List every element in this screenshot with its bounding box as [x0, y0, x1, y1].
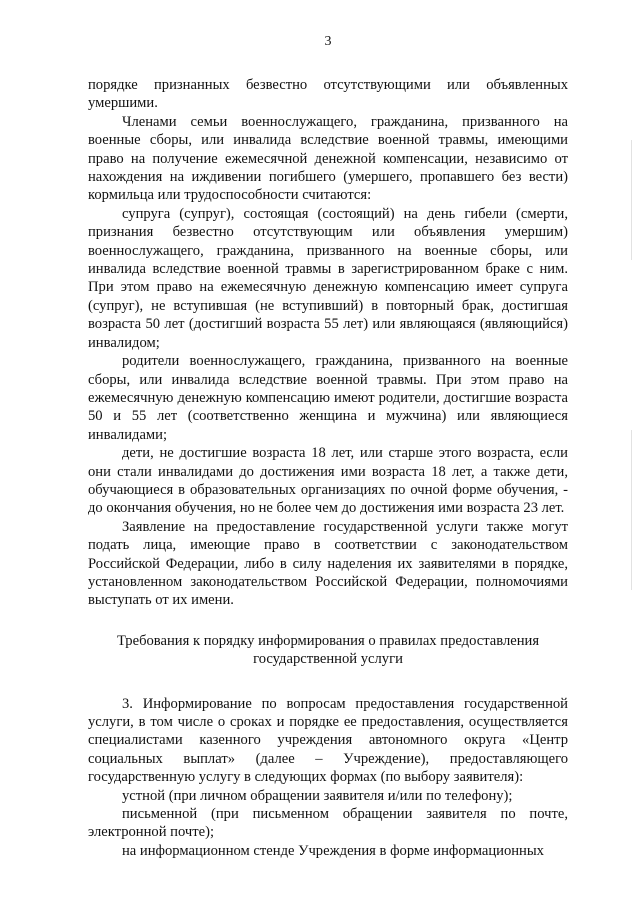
- paragraph-children: дети, не достигшие возраста 18 лет, или старше этого возраста, если они стали инвалидами до достижения ими возраста 18 лет, а также дети, обучающиеся в образовательных организациях по очной форме обучения, - до окончания обучения, но не более чем до достижения ими возраста 23 лет.: [88, 445, 568, 517]
- list-item-oral: устной (при личном обращении заявителя и/или по телефону);: [122, 787, 513, 804]
- list-item-written: письменной (при письменном обращении заявителя по почте, электронной почте);: [88, 806, 568, 841]
- section-heading: Требования к порядку информирования о правилах предоставления государственной услуги: [116, 632, 540, 668]
- list-item-stand: на информационном стенде Учреждения в форме информационных: [122, 842, 544, 859]
- paragraph-applicants: Заявление на предоставление государственной услуги также могут подать лица, имеющие право в соответствии с законодательством Российской Федерации, либо в силу наделения их заявителями в порядке, установленном законодательством Российской Федерации, полномочиями выступать от их имени.: [88, 518, 568, 609]
- scan-edge-mark: [631, 430, 632, 590]
- scan-edge-mark: [631, 140, 632, 260]
- paragraph-spouse: супруга (супруг), состоящая (состоящий) на день гибели (смерти, признания безвестно отсутствующим или объявления умершим) военнослужащего, гражданина, призванного на военные сборы, или инвалида вследствие военной травмы в зарегистрированном браке с ним. При этом право на ежемесячную денежную компенсацию имеет супруга (супруг), не вступившая (не вступивший) в повторный брак, достигшая возраста 50 лет (достигший возраста 55 лет) или являющаяся (являющийся) инвалидом;: [88, 205, 568, 351]
- paragraph-parents: родители военнослужащего, гражданина, призванного на военные сборы, или инвалида вследствие военной травмы. При этом право на ежемесячную денежную компенсацию имеют родители, достигшие возраста 50 и 55 лет (соответственно женщина и мужчина) или являющиеся инвалидами;: [88, 353, 568, 443]
- paragraph-continuation: порядке признанных безвестно отсутствующими или объявленных умершими.: [88, 77, 568, 112]
- page-number: 3: [324, 34, 332, 49]
- paragraph-family-members: Членами семьи военнослужащего, гражданина, призванного на военные сборы, или инвалида вследствие военной травмы, имеющими право на получение ежемесячной денежной компенсации, независимо от нахождения на иждивении погибшего (умершего, пропавшего без вести) кормильца или трудоспособности считаются:: [88, 113, 568, 204]
- paragraph-informing: 3. Информирование по вопросам предоставления государственной услуги, в том числе о сроках и порядке ее предоставления, осуществляется специалистами казенного учреждения автономного округа «Центр социальных выплат» (далее – Учреждение), предоставляющего государственную услугу в следующих формах (по выбору заявителя):: [88, 695, 568, 786]
